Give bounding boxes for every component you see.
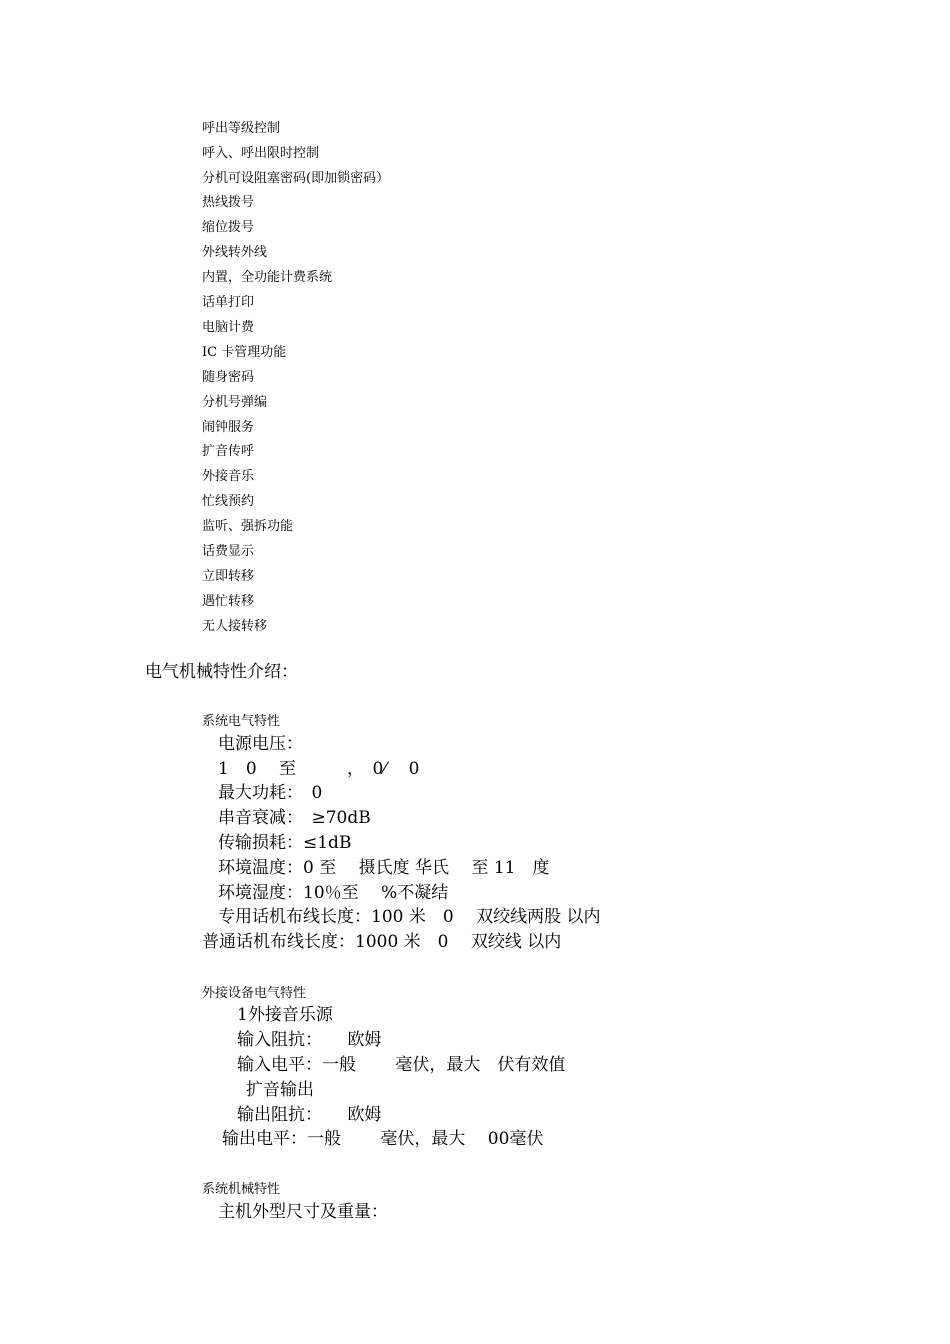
feature-item: 话单打印 xyxy=(202,295,255,310)
feature-item: IC 卡管理功能 xyxy=(202,345,287,360)
feature-item: 电脑计费 xyxy=(202,320,255,335)
feature-item: 内置，全功能计费系统 xyxy=(202,270,333,285)
electrical-line: 专用话机布线长度：100 米 0 双绞线两股 以内 xyxy=(218,907,601,927)
feature-item: 无人接转移 xyxy=(202,619,268,634)
external-title: 外接设备电气特性 xyxy=(202,986,307,1001)
feature-item: 缩位拨号 xyxy=(202,220,255,235)
section-heading: 电气机械特性介绍： xyxy=(145,662,298,682)
external-line: 输入电平：一般 毫伏，最大 伏有效值 xyxy=(237,1055,566,1075)
feature-item: 闹钟服务 xyxy=(202,420,255,435)
electrical-line: 串音衰减： ≥70dB xyxy=(218,808,371,828)
feature-item: 外接音乐 xyxy=(202,469,255,484)
feature-item: 扩音传呼 xyxy=(202,444,255,459)
feature-item: 话费显示 xyxy=(202,544,255,559)
feature-item: 立即转移 xyxy=(202,569,255,584)
feature-item: 遇忙转移 xyxy=(202,594,255,609)
mechanical-title: 系统机械特性 xyxy=(202,1182,281,1197)
electrical-line: 电源电压： xyxy=(218,734,303,754)
external-line: 1外接音乐源 xyxy=(237,1005,333,1025)
electrical-line: 环境温度：0 至 摄氏度 华氏 至 11 度 xyxy=(218,858,550,878)
feature-item: 外线转外线 xyxy=(202,245,268,260)
feature-item: 忙线预约 xyxy=(202,494,255,509)
electrical-line: 普通话机布线长度：1000 米 0 双绞线 以内 xyxy=(202,932,562,952)
external-line: 输入阻抗： 欧姆 xyxy=(237,1030,382,1050)
feature-item: 分机可设阻塞密码(即加锁密码） xyxy=(202,171,390,186)
mechanical-line: 主机外型尺寸及重量： xyxy=(218,1202,388,1222)
feature-item: 监听、强拆功能 xyxy=(202,519,294,534)
feature-item: 热线拨号 xyxy=(202,195,255,210)
electrical-line: 最大功耗： 0 xyxy=(218,783,323,803)
external-line: 输出电平：一般 毫伏，最大 00毫伏 xyxy=(222,1129,544,1149)
feature-item: 随身密码 xyxy=(202,370,255,385)
electrical-title: 系统电气特性 xyxy=(202,714,281,729)
feature-item: 呼入、呼出限时控制 xyxy=(202,146,320,161)
external-line: 扩音输出 xyxy=(246,1080,314,1100)
external-line: 输出阻抗： 欧姆 xyxy=(237,1105,382,1125)
electrical-line: 1 0 至 ， 0⁄ 0 xyxy=(218,759,420,779)
electrical-line: 传输损耗：≤1dB xyxy=(218,833,352,853)
feature-item: 分机号弹编 xyxy=(202,395,268,410)
electrical-line: 环境湿度：10％至 %不凝结 xyxy=(218,883,449,903)
feature-item: 呼出等级控制 xyxy=(202,121,281,136)
